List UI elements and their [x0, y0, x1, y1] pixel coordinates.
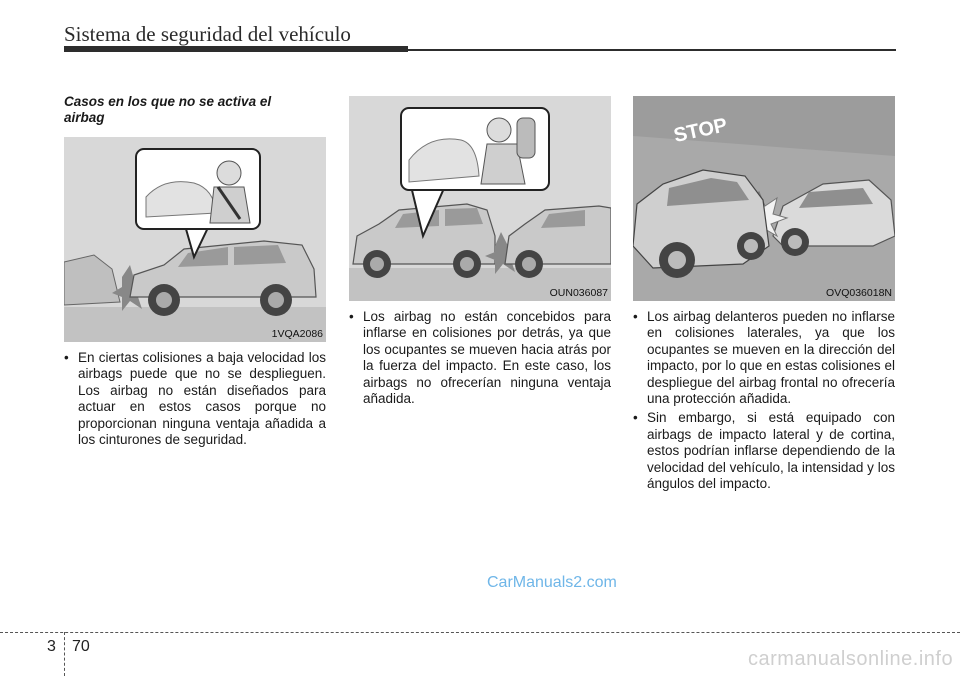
middle-column-list	[349, 309, 611, 410]
left-column-list	[64, 350, 326, 451]
site-watermark: carmanualsonline.info	[748, 648, 954, 670]
page-number: 70	[72, 638, 90, 655]
list-item: • Los airbag delanteros pueden no inflarse en colisiones laterales, ya que los ocupantes se mueven en la dirección del impacto, por lo que en estas colisiones el despliegue del airbag frontal no ofrecería una protección añadida.	[633, 309, 895, 407]
rear-collision-illustration	[349, 96, 611, 301]
list-item: • En ciertas colisiones a baja velocidad los airbags puede que no se desplieguen. Los airbag no están diseñados para actuar en estos casos porque no proporcionan ninguna ventaja añadida a los cinturones de seguridad.	[64, 350, 326, 448]
footer-divider	[64, 632, 65, 676]
figure-code: OUN036087	[549, 287, 608, 299]
chapter-number: 3	[47, 638, 56, 655]
figure-code: OVQ036018N	[826, 287, 892, 299]
header-rule-thick	[64, 46, 408, 52]
figure-rear-collision	[349, 96, 611, 301]
page-header-title: Sistema de seguridad del vehículo	[64, 22, 351, 46]
section-heading: Casos en los que no se activa el airbag	[64, 94, 272, 125]
right-column-list	[633, 309, 895, 495]
figure-side-collision	[633, 96, 895, 301]
side-collision-illustration	[633, 96, 895, 301]
list-item: • Sin embargo, si está equipado con airbags de impacto lateral y de cortina, estos podrían inflarse dependiendo de la velocidad del vehículo, la intensidad y los ángulos del impacto.	[633, 410, 895, 492]
figure-low-speed-collision	[64, 137, 326, 342]
list-item: • Los airbag no están concebidos para inflarse en colisiones por detrás, ya que los ocupantes se mueven hacia atrás por la fuerza del impacto. En este caso, los airbags no ofrecerían ninguna ventaja añadida.	[349, 309, 611, 407]
watermark-link[interactable]: CarManuals2.com	[487, 574, 617, 591]
footer-rule	[0, 632, 960, 633]
header-rule-thin	[408, 49, 896, 51]
low-speed-collision-illustration	[64, 137, 326, 342]
figure-code: 1VQA2086	[271, 328, 323, 340]
stop-road-marking: STOP	[671, 114, 730, 147]
